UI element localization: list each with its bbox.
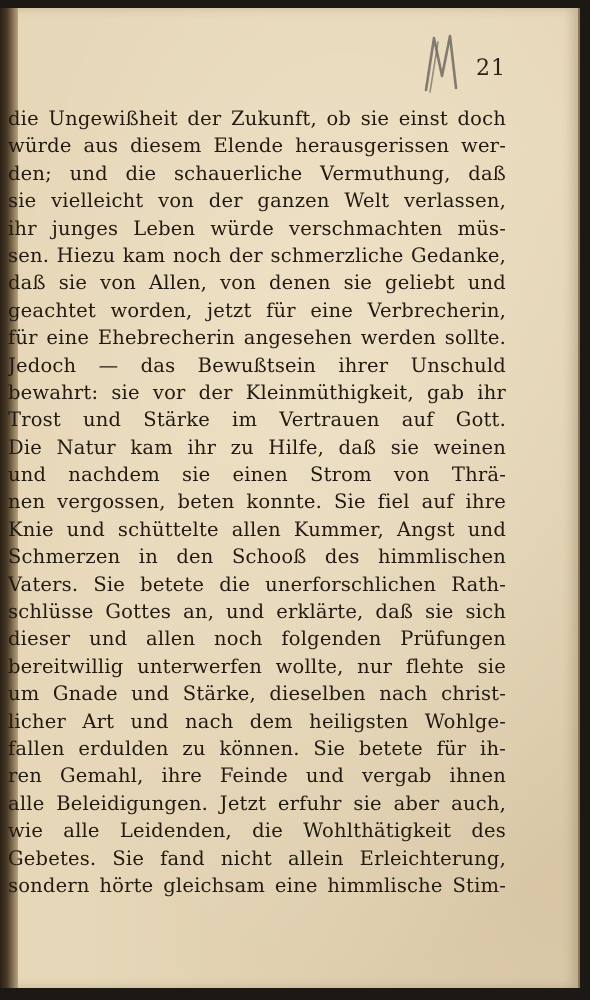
text-line: nen vergossen, beten konnte. Sie fiel auf ihre	[8, 490, 506, 514]
text-line: um Gnade und Stärke, dieselben nach christ-	[8, 682, 506, 706]
text-line: bereitwillig unterwerfen wollte, nur flehte sie	[8, 654, 506, 678]
text-line: Trost und Stärke im Vertrauen auf Gott.	[8, 408, 506, 432]
text-line: schlüsse Gottes an, und erklärte, daß sie sich	[8, 600, 506, 624]
text-line: und nachdem sie einen Strom von Thrä-	[8, 463, 506, 487]
text-line: ihr junges Leben würde verschmachten müs-	[8, 216, 506, 240]
text-line: sen. Hiezu kam noch der schmerzliche Gedanke,	[8, 243, 506, 267]
text-line: sondern hörte gleichsam eine himmlische Stim-	[8, 873, 506, 897]
text-line: die Ungewißheit der Zukunft, ob sie einst doch	[8, 107, 506, 130]
text-line: ren Gemahl, ihre Feinde und vergab ihnen	[8, 764, 506, 788]
text-line: geachtet worden, jetzt für eine Verbrecherin,	[8, 298, 506, 322]
text-line: Gebetes. Sie fand nicht allein Erleichterung,	[8, 846, 506, 870]
book-page	[0, 8, 580, 988]
handwritten-mark	[420, 28, 470, 98]
text-line: Knie und schüttelte allen Kummer, Angst und	[8, 517, 506, 541]
text-line: sie vielleicht von der ganzen Welt verlassen,	[8, 189, 506, 213]
text-line: für eine Ehebrecherin angesehen werden sollte.	[8, 326, 506, 350]
text-line: dieser und allen noch folgenden Prüfungen	[8, 627, 506, 651]
text-line: Vaters. Sie betete die unerforschlichen Rath-	[8, 572, 506, 596]
body-text	[8, 105, 506, 899]
text-line: licher Art und nach dem heiligsten Wohlge-	[8, 709, 506, 733]
text-line: wie alle Leidenden, die Wohlthätigkeit des	[8, 819, 506, 843]
page-number: 21	[476, 56, 506, 81]
text-line: daß sie von Allen, von denen sie geliebt und	[8, 271, 506, 295]
text-line: Schmerzen in den Schooß des himmlischen	[8, 545, 506, 569]
text-line: alle Beleidigungen. Jetzt erfuhr sie aber auch,	[8, 791, 506, 815]
text-line: den; und die schauerliche Vermuthung, daß	[8, 161, 506, 185]
text-line: würde aus diesem Elende herausgerissen wer-	[8, 134, 506, 158]
text-line: bewahrt: sie vor der Kleinmüthigkeit, gab ihr	[8, 380, 506, 404]
text-line: fallen erdulden zu können. Sie betete für ih-	[8, 736, 506, 760]
text-line: Jedoch — das Bewußtsein ihrer Unschuld	[8, 353, 506, 377]
text-line: Die Natur kam ihr zu Hilfe, daß sie weinen	[8, 435, 506, 459]
